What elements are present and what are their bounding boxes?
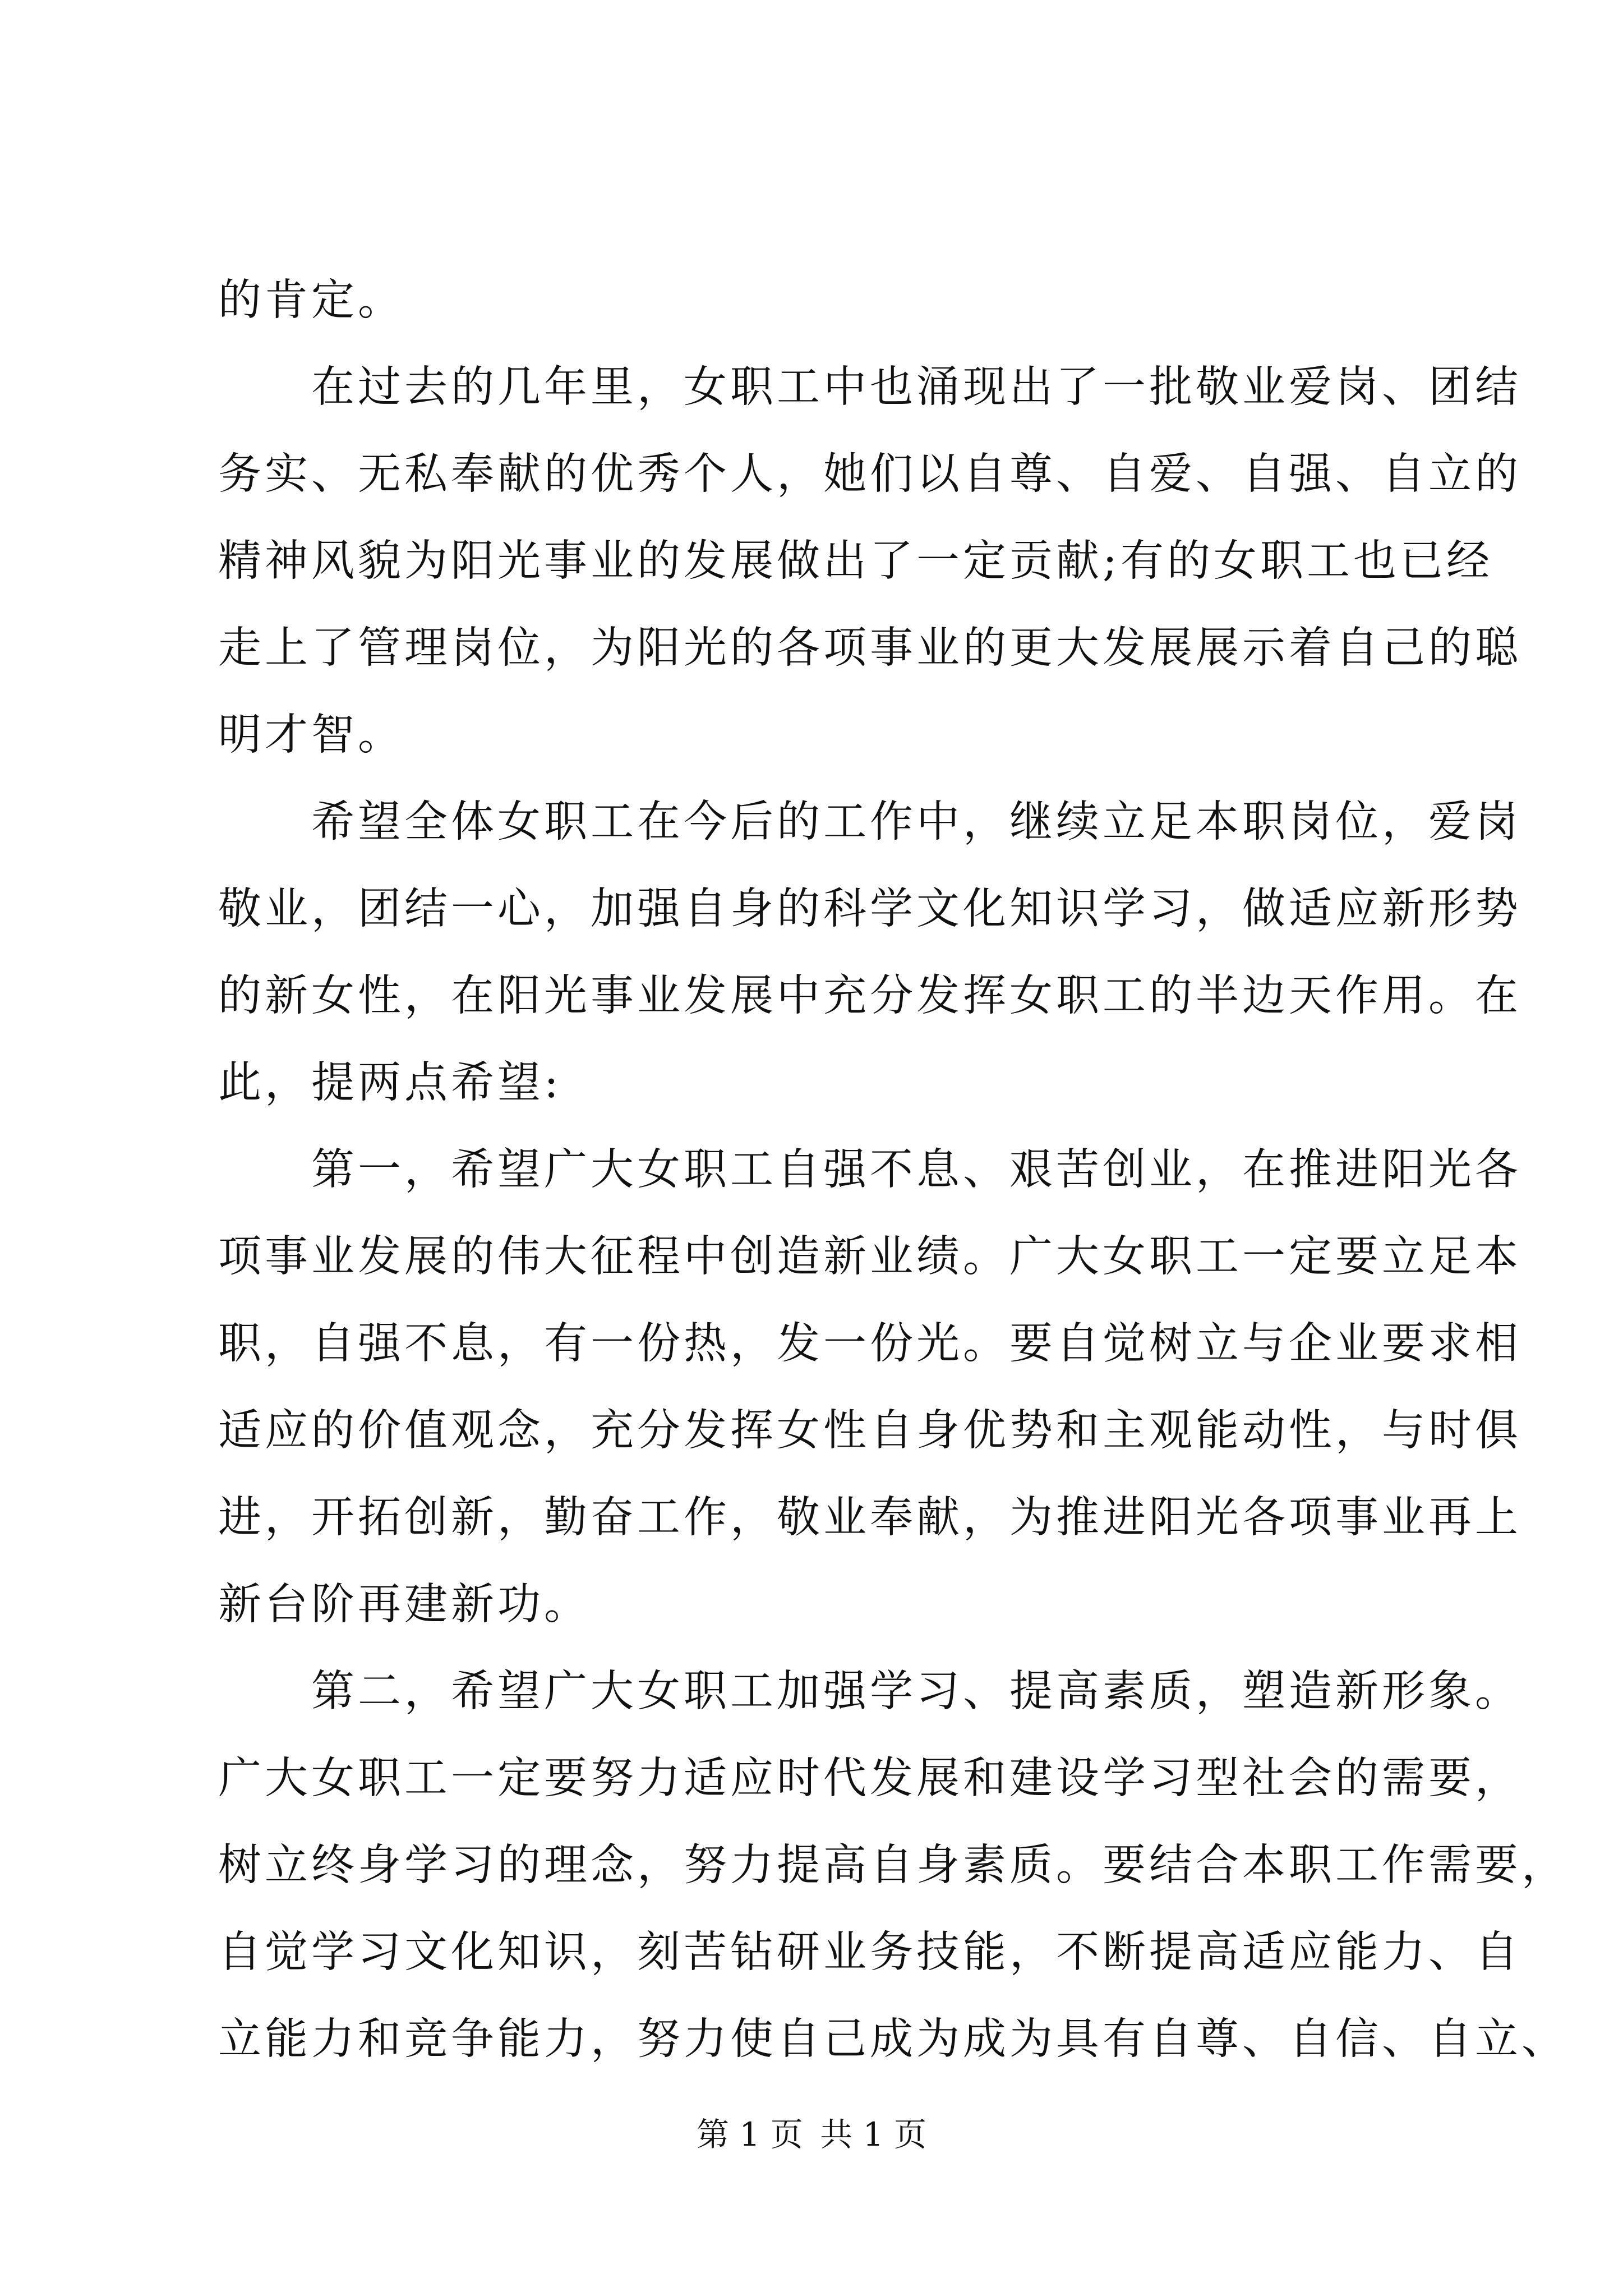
text-line: 走上了管理岗位，为阳光的各项事业的更大发展展示着自己的聪 xyxy=(218,623,1521,673)
text-line: 此，提两点希望: xyxy=(218,1058,562,1108)
text-line: 新台阶再建新功。 xyxy=(218,1580,591,1630)
document-body xyxy=(218,257,1568,2083)
text-line: 的新女性，在阳光事业发展中充分发挥女职工的半边天作用。在 xyxy=(218,971,1521,1021)
text-line: 职，自强不息，有一份热，发一份光。要自觉树立与企业要求相 xyxy=(218,1319,1521,1369)
text-line: 希望全体女职工在今后的工作中，继续立足本职岗位，爱岗 xyxy=(311,797,1521,847)
text-line: 项事业发展的伟大征程中创造新业绩。广大女职工一定要立足本 xyxy=(218,1232,1521,1282)
text-line: 在过去的几年里，女职工中也涌现出了一批敬业爱岗、团结 xyxy=(311,362,1521,412)
page-footer xyxy=(0,2115,1623,2154)
page-total: 共 1 页 xyxy=(820,2115,926,2154)
text-line: 适应的价值观念，充分发挥女性自身优势和主观能动性，与时俱 xyxy=(218,1406,1521,1456)
text-line: 第二，希望广大女职工加强学习、提高素质，塑造新形象。 xyxy=(311,1667,1521,1717)
page-number: 第 1 页 xyxy=(697,2115,803,2154)
text-line: 广大女职工一定要努力适应时代发展和建设学习型社会的需要， xyxy=(218,1754,1521,1803)
text-line: 的肯定。 xyxy=(218,275,404,325)
text-line: 树立终身学习的理念，努力提高自身素质。要结合本职工作需要， xyxy=(218,1841,1568,1890)
text-line: 精神风貌为阳光事业的发展做出了一定贡献;有的女职工也已经 xyxy=(218,536,1493,586)
text-line: 自觉学习文化知识，刻苦钻研业务技能，不断提高适应能力、自 xyxy=(218,1927,1521,1977)
text-line: 第一，希望广大女职工自强不息、艰苦创业，在推进阳光各 xyxy=(311,1145,1521,1195)
text-line: 进，开拓创新，勤奋工作，敬业奉献，为推进阳光各项事业再上 xyxy=(218,1493,1521,1543)
text-line: 务实、无私奉献的优秀个人，她们以自尊、自爱、自强、自立的 xyxy=(218,449,1521,499)
text-line: 明才智。 xyxy=(218,710,404,760)
text-line: 立能力和竞争能力，努力使自己成为成为具有自尊、自信、自立、 xyxy=(218,2014,1568,2064)
text-line: 敬业，团结一心，加强自身的科学文化知识学习，做适应新形势 xyxy=(218,884,1521,934)
